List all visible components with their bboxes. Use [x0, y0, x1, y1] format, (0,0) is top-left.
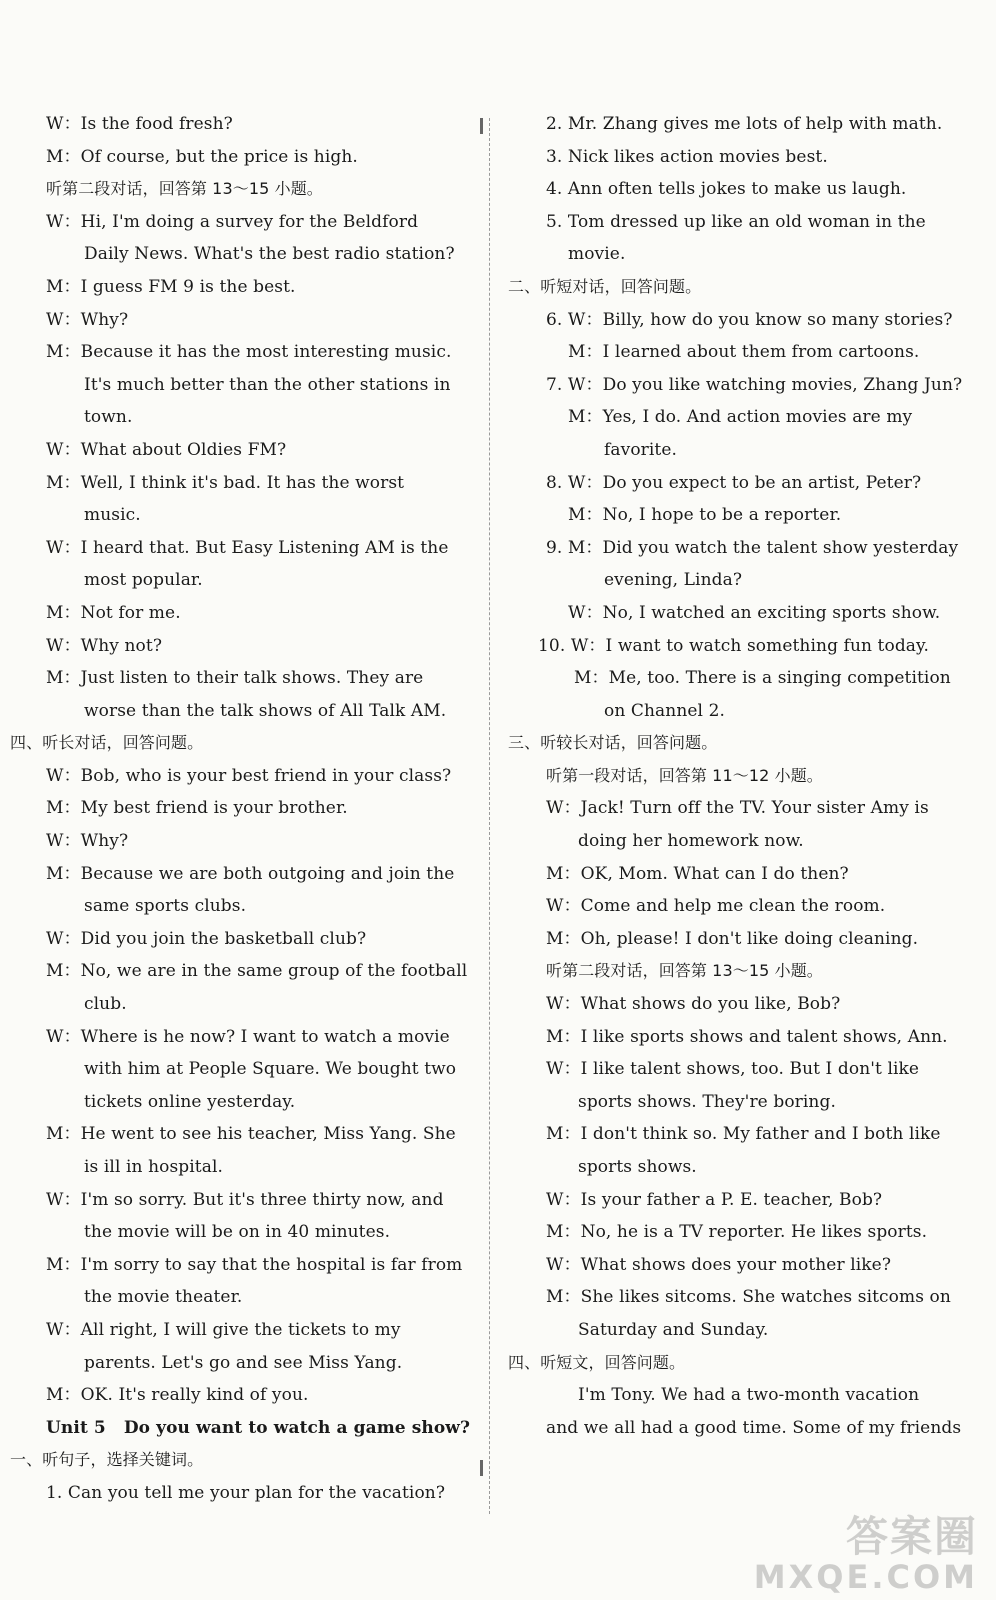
text-line: music.	[84, 505, 141, 526]
crop-mark	[480, 118, 483, 134]
text-line: W：I like talent shows, too. But I don't like	[546, 1059, 920, 1080]
unit-number: Unit 5	[46, 1417, 106, 1438]
text-line: W：Hi, I'm doing a survey for the Beldford	[46, 211, 419, 232]
text-line: M：OK. It's really kind of you.	[46, 1385, 309, 1406]
text-line: on Channel 2.	[604, 700, 725, 721]
text-line: town.	[84, 407, 133, 428]
text-line: W：Did you join the basketball club?	[46, 928, 367, 949]
text-line: M：He went to see his teacher, Miss Yang. She	[46, 1124, 456, 1145]
text-line: Daily News. What's the best radio station?	[84, 244, 455, 265]
text-line: W：Bob, who is your best friend in your class?	[46, 765, 452, 786]
text-line: with him at People Square. We bought two	[84, 1059, 457, 1080]
text-line: M：Yes, I do. And action movies are my	[568, 407, 913, 428]
unit-title: Do you want to watch a game show?	[123, 1417, 471, 1438]
text-line: W：I heard that. But Easy Listening AM is the	[46, 537, 449, 558]
text-line: 10. W：I want to watch something fun today.	[538, 635, 929, 656]
text-line: is ill in hospital.	[84, 1157, 224, 1177]
text-line: M：I like sports shows and talent shows, Ann.	[546, 1026, 948, 1047]
text-line: M：No, he is a TV reporter. He likes sports.	[546, 1222, 928, 1243]
text-line: W：I'm so sorry. But it's three thirty now, and	[46, 1189, 444, 1210]
text-line: 6. W：Billy, how do you know so many stories?	[546, 309, 953, 330]
text-line: sports shows.	[578, 1157, 697, 1177]
text-line: tickets online yesterday.	[84, 1091, 296, 1112]
text-line: W：Why?	[46, 309, 129, 330]
text-line: Saturday and Sunday.	[578, 1319, 769, 1340]
text-line: M：Because we are both outgoing and join the	[46, 863, 455, 884]
column-divider	[489, 118, 490, 1514]
text-line: W：Why?	[46, 831, 129, 852]
text-line: 9. M：Did you watch the talent show yesterday	[546, 537, 959, 558]
section-heading: 听第二段对话，回答第 13～15 小题。	[46, 179, 323, 199]
section-heading: 三、听较长对话，回答问题。	[508, 733, 718, 753]
text-line: doing her homework now.	[578, 831, 804, 852]
text-line: M：I don't think so. My father and I both like	[546, 1124, 941, 1145]
text-line: 3. Nick likes action movies best.	[546, 146, 828, 167]
section-heading: 听第一段对话，回答第 11～12 小题。	[546, 765, 823, 785]
text-line: W：Why not?	[46, 635, 163, 656]
text-line: W：All right, I will give the tickets to my	[46, 1319, 401, 1340]
section-heading: 一、听句子，选择关键词。	[10, 1450, 204, 1470]
site-watermark	[718, 1514, 978, 1594]
text-line: M：My best friend is your brother.	[46, 798, 348, 819]
text-line: W：What shows does your mother like?	[546, 1254, 892, 1275]
text-line: club.	[84, 994, 127, 1015]
text-line: W：No, I watched an exciting sports show.	[568, 602, 941, 623]
watermark-logo-text: 答案圈	[845, 1512, 978, 1561]
crop-mark	[480, 1460, 483, 1476]
text-line: M：Because it has the most interesting music.	[46, 342, 452, 363]
text-line: M：OK, Mom. What can I do then?	[546, 863, 849, 884]
unit-heading	[46, 1412, 478, 1445]
watermark-url: MXQE.COM	[753, 1558, 978, 1596]
text-line: W：What shows do you like, Bob?	[546, 994, 841, 1015]
text-line: It's much better than the other stations in	[84, 374, 451, 395]
text-line: 1. Can you tell me your plan for the vacation?	[46, 1482, 446, 1503]
text-line: favorite.	[604, 439, 678, 460]
text-line: W：Where is he now? I want to watch a movie	[46, 1026, 450, 1047]
section-heading: 四、听短文，回答问题。	[508, 1352, 686, 1372]
text-line: sports shows. They're boring.	[578, 1091, 836, 1112]
text-line: and we all had a good time. Some of my friends	[546, 1417, 962, 1438]
text-line: M：Oh, please! I don't like doing cleaning.	[546, 928, 919, 949]
text-line: parents. Let's go and see Miss Yang.	[84, 1352, 403, 1373]
section-heading: 听第二段对话，回答第 13～15 小题。	[546, 961, 823, 981]
text-line: 5. Tom dressed up like an old woman in the	[546, 211, 926, 232]
text-line: I'm Tony. We had a two-month vacation	[578, 1385, 920, 1406]
text-line: W：Jack! Turn off the TV. Your sister Amy is	[546, 798, 929, 819]
right-column	[508, 108, 963, 1444]
text-line: W：What about Oldies FM?	[46, 439, 287, 460]
text-line: 4. Ann often tells jokes to make us laugh.	[546, 179, 907, 200]
text-line: M：I learned about them from cartoons.	[568, 342, 920, 363]
text-line: M：Of course, but the price is high.	[46, 146, 358, 167]
text-line: W：Come and help me clean the room.	[546, 896, 886, 917]
left-column	[10, 108, 478, 1510]
text-line: M：No, I hope to be a reporter.	[568, 505, 842, 526]
section-heading: 四、听长对话，回答问题。	[10, 733, 204, 753]
text-line: M：Well, I think it's bad. It has the worst	[46, 472, 405, 493]
text-line: worse than the talk shows of All Talk AM.	[84, 700, 447, 721]
text-line: movie.	[568, 244, 626, 265]
text-line: M：I'm sorry to say that the hospital is far from	[46, 1254, 463, 1275]
text-line: 8. W：Do you expect to be an artist, Peter?	[546, 472, 922, 493]
text-line: M：No, we are in the same group of the football	[46, 961, 468, 982]
text-line: W：Is the food fresh?	[46, 114, 233, 134]
text-line: evening, Linda?	[604, 570, 743, 591]
text-line: 7. W：Do you like watching movies, Zhang Jun?	[546, 374, 963, 395]
text-line: M：Not for me.	[46, 602, 181, 623]
text-line: W：Is your father a P. E. teacher, Bob?	[546, 1189, 883, 1210]
text-line: M：Just listen to their talk shows. They are	[46, 668, 424, 689]
text-line: the movie will be on in 40 minutes.	[84, 1222, 391, 1243]
text-line: M：I guess FM 9 is the best.	[46, 276, 296, 297]
text-line: most popular.	[84, 570, 203, 591]
text-line: M：She likes sitcoms. She watches sitcoms on	[546, 1287, 951, 1308]
text-line: 2. Mr. Zhang gives me lots of help with math.	[546, 114, 943, 134]
text-line: the movie theater.	[84, 1287, 243, 1308]
section-heading: 二、听短对话，回答问题。	[508, 276, 702, 296]
text-line: M：Me, too. There is a singing competition	[574, 668, 951, 689]
text-line: same sports clubs.	[84, 896, 247, 917]
